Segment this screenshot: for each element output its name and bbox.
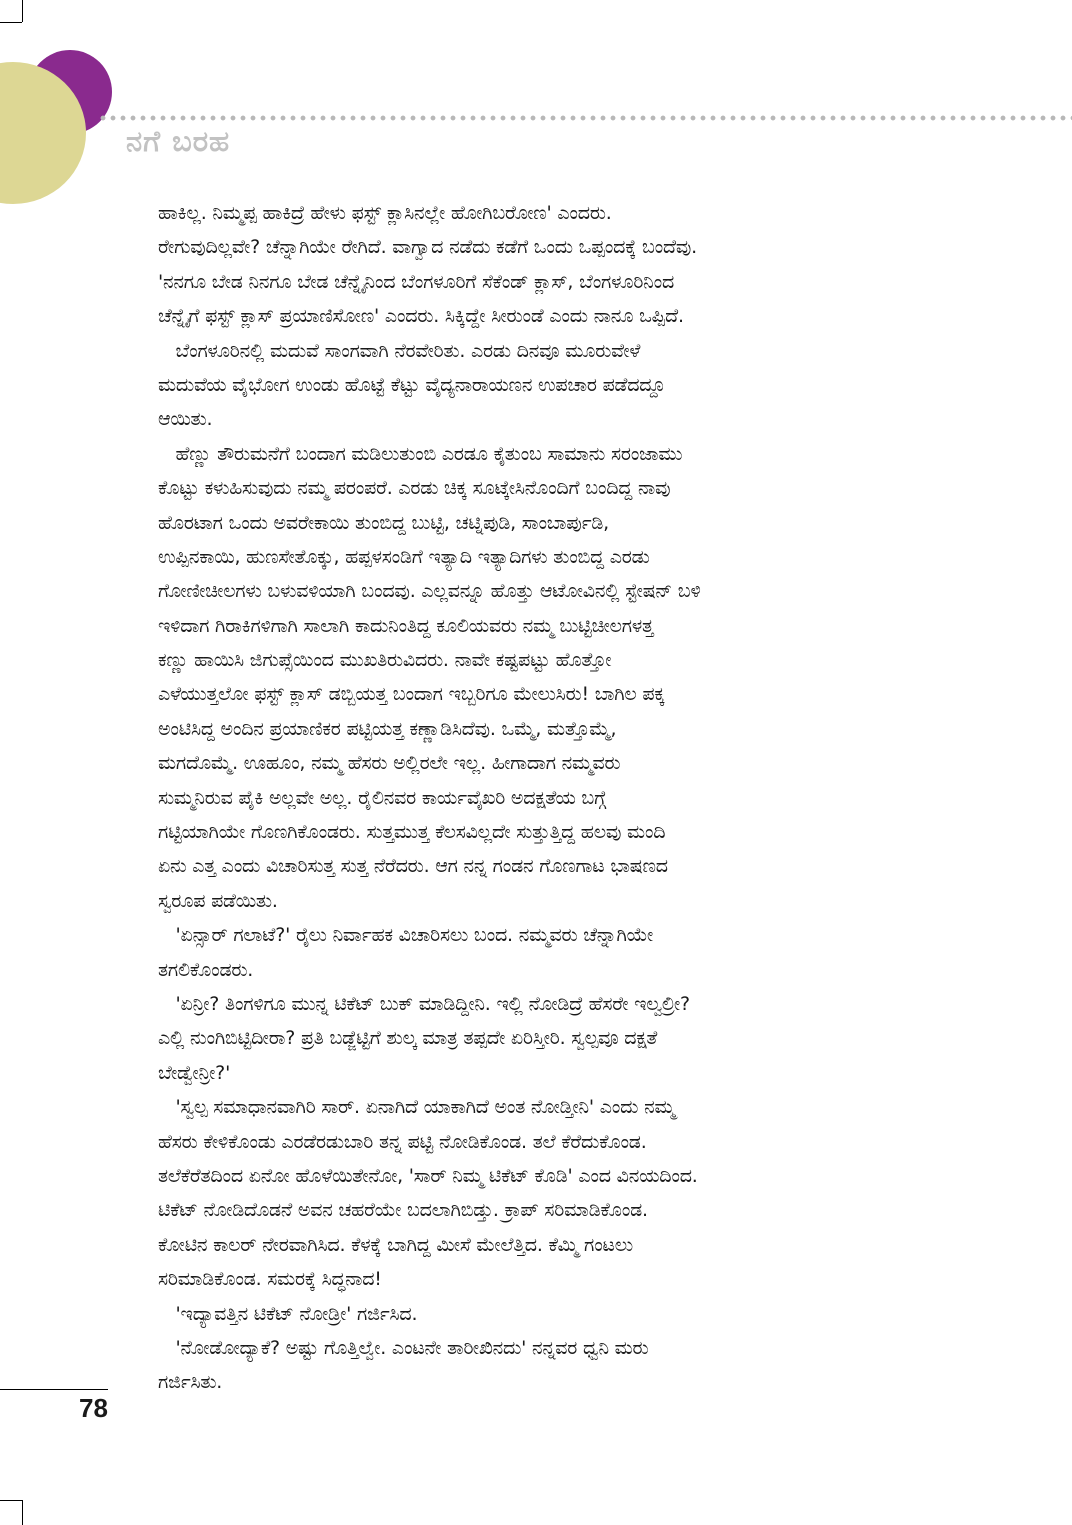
body-line: ಹೆಣ್ಣು ತೌರುಮನೆಗೆ ಬಂದಾಗ ಮಡಿಲುತುಂಬಿ ಎರಡೂ ಕೈತುಂಬ ಸಾಮಾನು ಸರಂಜಾಮು	[158, 442, 683, 465]
body-line: 'ಇದ್ಯಾವತ್ತಿನ ಟಿಕೆಟ್ ನೋಡ್ರೀ' ಗರ್ಜಿಸಿದ.	[158, 1302, 418, 1325]
body-line: ಚೆನ್ನೈಗೆ ಫಸ್ಟ್ ಕ್ಲಾಸ್ ಪ್ರಯಾಣಿಸೋಣ' ಎಂದರು. ಸಿಕ್ಕಿದ್ದೇ ಸೀರುಂಡೆ ಎಂದು ನಾನೂ ಒಪ್ಪಿದೆ.	[158, 305, 684, 328]
body-line: ರೇಗುವುದಿಲ್ಲವೇ? ಚೆನ್ನಾಗಿಯೇ ರೇಗಿದೆ. ವಾಗ್ವಾದ ನಡೆದು ಕಡೆಗೆ ಒಂದು ಒಪ್ಪಂದಕ್ಕೆ ಬಂದೆವು.	[158, 236, 697, 259]
body-line: ಉಪ್ಪಿನಕಾಯಿ, ಹುಣಸೇತೊಕ್ಕು, ಹಪ್ಪಳಸಂಡಿಗೆ ಇತ್ಯಾದಿ ಇತ್ಯಾದಿಗಳು ತುಂಬಿದ್ದ ಎರಡು	[158, 545, 650, 568]
body-line: ಹೆಸರು ಕೇಳಿಕೊಂಡು ಎರಡೆರಡುಬಾರಿ ತನ್ನ ಪಟ್ಟಿ ನೋಡಿಕೊಂಡ. ತಲೆ ಕೆರೆದುಕೊಂಡ.	[158, 1130, 647, 1153]
body-line: ಗಟ್ಟಿಯಾಗಿಯೇ ಗೊಣಗಿಕೊಂಡರು. ಸುತ್ತಮುತ್ತ ಕೆಲಸವಿಲ್ಲದೇ ಸುತ್ತುತ್ತಿದ್ದ ಹಲವು ಮಂದಿ	[158, 821, 666, 844]
body-line: ಟಿಕೆಟ್ ನೋಡಿದೊಡನೆ ಅವನ ಚಹರೆಯೇ ಬದಲಾಗಿಬಿಡ್ತು. ಕ್ರಾಪ್ ಸರಿಮಾಡಿಕೊಂಡ.	[158, 1199, 648, 1222]
body-line: 'ನೋಡೋದ್ಯಾಕೆ? ಅಷ್ಟು ಗೊತ್ತಿಲ್ವೇ. ಎಂಟನೇ ತಾರೀಖಿನದು' ನನ್ನವರ ಧ್ವನಿ ಮರು	[158, 1336, 649, 1359]
page-number: 78	[79, 1393, 108, 1423]
body-line: ಮದುವೆಯ ವೈಭೋಗ ಉಂಡು ಹೊಟ್ಟೆ ಕೆಟ್ಟು ವೈದ್ಯನಾರಾಯಣನ ಉಪಚಾರ ಪಡೆದದ್ದೂ	[158, 373, 666, 396]
body-line: ಎಳೆಯುತ್ತಲೋ ಫಸ್ಟ್ ಕ್ಲಾಸ್ ಡಬ್ಬಿಯತ್ತ ಬಂದಾಗ ಇಬ್ಬರಿಗೂ ಮೇಲುಸಿರು! ಬಾಗಿಲ ಪಕ್ಕ	[158, 683, 665, 706]
body-line: ಬೇಡ್ವೇನ್ರೀ?'	[158, 1061, 231, 1084]
body-line: 'ಏನ್ಸಾರ್ ಗಲಾಟೆ?' ರೈಲು ನಿರ್ವಾಹಕ ವಿಚಾರಿಸಲು ಬಂದ. ನಮ್ಮವರು ಚೆನ್ನಾಗಿಯೇ	[158, 924, 654, 947]
body-line: ಗೋಣೀಚೀಲಗಳು ಬಳುವಳಿಯಾಗಿ ಬಂದವು. ಎಲ್ಲವನ್ನೂ ಹೊತ್ತು ಆಟೋವಿನಲ್ಲಿ ಸ್ಟೇಷನ್ ಬಳಿ	[158, 580, 701, 603]
body-line: ಆಯಿತು.	[158, 408, 213, 431]
body-line: ಕೊಟ್ಟು ಕಳುಹಿಸುವುದು ನಮ್ಮ ಪರಂಪರೆ. ಎರಡು ಚಿಕ್ಕ ಸೂಟ್ಕೇಸಿನೊಂದಿಗೆ ಬಂದಿದ್ದ ನಾವು	[158, 477, 671, 500]
body-line: ತಗಲಿಕೊಂಡರು.	[158, 958, 254, 981]
crop-mark-top-left	[22, 0, 23, 22]
body-line: ಇಳಿದಾಗ ಗಿರಾಕಿಗಳಿಗಾಗಿ ಸಾಲಾಗಿ ಕಾದುನಿಂತಿದ್ದ ಕೂಲಿಯವರು ನಮ್ಮ ಬುಟ್ಟಿಚೀಲಗಳತ್ತ	[158, 614, 654, 637]
body-line: ಸ್ವರೂಪ ಪಡೆಯಿತು.	[158, 889, 278, 912]
section-title: ನಗೆ ಬರಹ	[126, 124, 231, 158]
body-line: 'ಸ್ವಲ್ಪ ಸಮಾಧಾನವಾಗಿರಿ ಸಾರ್. ಏನಾಗಿದೆ ಯಾಕಾಗಿದೆ ಅಂತ ನೋಡ್ತೀನಿ' ಎಂದು ನಮ್ಮ	[158, 1096, 675, 1119]
body-line: ಕಣ್ಣು ಹಾಯಿಸಿ ಜಿಗುಪ್ಸೆಯಿಂದ ಮುಖತಿರುವಿದರು. ನಾವೇ ಕಷ್ಟಪಟ್ಟು ಹೊತ್ತೋ	[158, 649, 612, 672]
body-line: ಹೊರಟಾಗ ಒಂದು ಅವರೇಕಾಯಿ ತುಂಬಿದ್ದ ಬುಟ್ಟಿ, ಚಟ್ನಿಪುಡಿ, ಸಾಂಬಾರ್ಪುಡಿ,	[158, 511, 609, 534]
body-line: ಸುಮ್ಮನಿರುವ ಪೈಕಿ ಅಲ್ಲವೇ ಅಲ್ಲ. ರೈಲಿನವರ ಕಾರ್ಯವೈಖರಿ ಅದಕ್ಷತೆಯ ಬಗ್ಗೆ	[158, 786, 607, 809]
body-line: 'ನನಗೂ ಬೇಡ ನಿನಗೂ ಬೇಡ ಚೆನ್ನೈನಿಂದ ಬೆಂಗಳೂರಿಗೆ ಸೆಕೆಂಡ್ ಕ್ಲಾಸ್, ಬೆಂಗಳೂರಿನಿಂದ	[158, 270, 675, 293]
body-line: 'ಏನ್ರೀ? ತಿಂಗಳಿಗೂ ಮುನ್ನ ಟಿಕೆಟ್ ಬುಕ್ ಮಾಡಿದ್ದೀನಿ. ಇಲ್ಲಿ ನೋಡಿದ್ರೆ ಹೆಸರೇ ಇಲ್ವಲ್ರೀ?	[158, 992, 690, 1015]
crop-mark-bottom-left-horizontal	[0, 1500, 22, 1501]
body-line: ಹಾಕಿಲ್ಲ. ನಿಮ್ಮಪ್ಪ ಹಾಕಿದ್ರೆ ಹೇಳು ಫಸ್ಟ್ ಕ್ಲಾಸಿನಲ್ಲೇ ಹೋಗಿಬರೋಣ' ಎಂದರು.	[158, 202, 612, 224]
body-line: ಕೋಟಿನ ಕಾಲರ್ ನೇರವಾಗಿಸಿದ. ಕೆಳಕ್ಕೆ ಬಾಗಿದ್ದ ಮೀಸೆ ಮೇಲೆತ್ತಿದ. ಕೆಮ್ಮಿ ಗಂಟಲು	[158, 1233, 633, 1256]
crop-mark-bottom-left	[22, 1500, 23, 1525]
body-line: ಬೆಂಗಳೂರಿನಲ್ಲಿ ಮದುವೆ ಸಾಂಗವಾಗಿ ನೆರವೇರಿತು. ಎರಡು ದಿನವೂ ಮೂರುವೇಳೆ	[158, 339, 641, 362]
body-line: ತಲೆಕೆರೆತದಿಂದ ಏನೋ ಹೊಳೆಯಿತೇನೋ, 'ಸಾರ್ ನಿಮ್ಮ ಟಿಕೆಟ್ ಕೊಡಿ' ಎಂದ ವಿನಯದಿಂದ.	[158, 1164, 698, 1187]
article-body	[158, 196, 903, 1400]
body-line: ಗರ್ಜಿಸಿತು.	[158, 1371, 223, 1394]
footer-rule	[0, 1389, 108, 1390]
crop-mark-top-left-horizontal	[0, 22, 22, 23]
body-line: ಅಂಟಿಸಿದ್ದ ಅಂದಿನ ಪ್ರಯಾಣಿಕರ ಪಟ್ಟಿಯತ್ತ ಕಣ್ಣಾಡಿಸಿದೆವು. ಒಮ್ಮೆ, ಮತ್ತೊಮ್ಮೆ,	[158, 717, 617, 740]
header-dotted-rule	[98, 115, 1072, 121]
body-line: ಏನು ಎತ್ತ ಎಂದು ವಿಚಾರಿಸುತ್ತ ಸುತ್ತ ನೆರೆದರು. ಆಗ ನನ್ನ ಗಂಡನ ಗೊಣಗಾಟ ಭಾಷಣದ	[158, 855, 668, 878]
body-line: ಎಲ್ಲಿ ನುಂಗಿಬಿಟ್ಟಿದೀರಾ? ಪ್ರತಿ ಬಡ್ಜೆಟ್ಟಿಗೆ ಶುಲ್ಕ ಮಾತ್ರ ತಪ್ಪದೇ ಏರಿಸ್ತೀರಿ. ಸ್ವಲ್ಪವೂ ದಕ್ಷತೆ	[158, 1027, 658, 1050]
body-line: ಮಗದೊಮ್ಮೆ. ಊಹೂಂ, ನಮ್ಮ ಹೆಸರು ಅಲ್ಲಿರಲೇ ಇಲ್ಲ. ಹೀಗಾದಾಗ ನಮ್ಮವರು	[158, 752, 621, 775]
body-line: ಸರಿಮಾಡಿಕೊಂಡ. ಸಮರಕ್ಕೆ ಸಿದ್ಧನಾದ!	[158, 1268, 382, 1291]
